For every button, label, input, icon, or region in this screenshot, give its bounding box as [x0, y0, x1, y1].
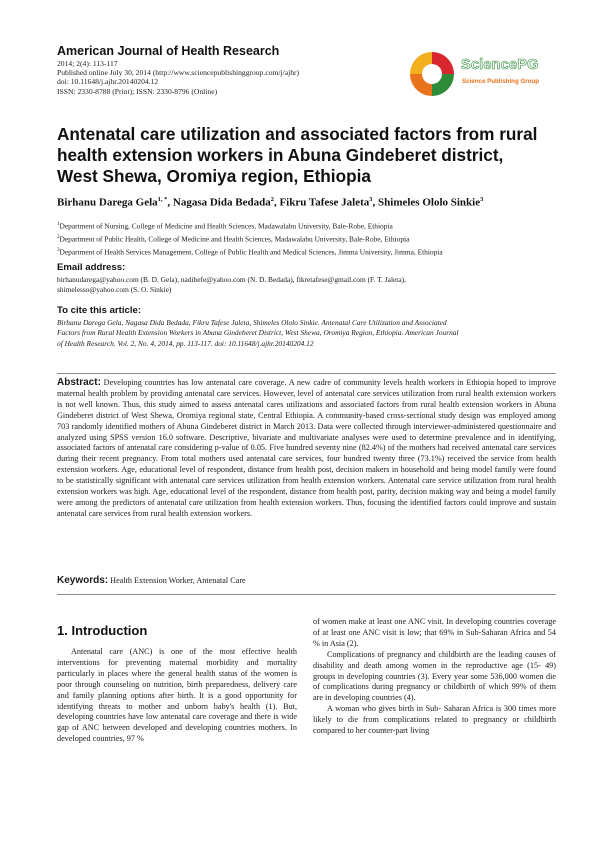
author-affiliation-mark: 3: [480, 196, 484, 203]
body-paragraph: A woman who gives birth in Sub- Saharan Africa is 300 times more likely to die from complications related to pregnancy or childbirth compared to her counter-part living: [313, 704, 556, 736]
email-line[interactable]: shimelesso@yahoo.com (S. O. Sinkie): [57, 285, 172, 294]
journal-name: American Journal of Health Research: [57, 44, 280, 58]
logo-subtitle: Science Publishing Group: [462, 78, 540, 85]
author-name: Fikru Tafese Jaleta: [279, 196, 370, 209]
abstract-text: Developing countries has low antenatal care coverage. A new cadre of community levels health workers in Ethiopia hoped to improve maternal health problem by providing antenatal care services. However, level of antenatal care services utilization from rural health extension workers is not well known. Thus, this study aimed to assess antenatal cares utilizations and associated factors from rural health extension workers in Abuna Gindeberet district of West Shewa, Oromiya regional state, Central Ethiopia. A community-based cross-sectional study design was employed among 703 randomly identified mothers of Abuna Gindeberet district in March 2013. Data were collected through interviewer-administered questionnaire and analyzed using SPSS version 16.0 software. Descriptive, bivariate and multivariate analyses were used to determine prevalence and in identifying, associated factors of antenatal care considering p-value of 0.05. Five hundred seventy nine (82.4%) of the mothers had received antenatal care services during their recent pregnancy. From total mothers used antenatal care services, four hundred twenty three (73.1%) received the service from health extension workers. Age, educational level of respondent, distance from health post, decision makers in household and being model family were found to be statistically significant with antenatal care services utilization from health extension workers. Antenatal care service utilization from rural health extension workers was high. Age, educational level of the respondent, distance from health post, parity, decision making way and being a model family were among the predictors of antenatal care utilization from health extension workers. Thus, focusing the identified factors could improve and sustain antenatal care services from rural health extension workers.: [57, 378, 556, 518]
author-list: [57, 196, 557, 209]
author-separator: ,: [273, 196, 280, 209]
affiliation-text: Department of Public Health, College of Medicine and Health Sciences, Madawalabu University, Bale-Robe, Ethiopia: [59, 234, 410, 244]
body-paragraph: Antenatal care (ANC) is one of the most effective health interventions for preventing maternal morbidity and mortality particularly in places where the general health status of the women is poor through counseling on nutrition, birth preparedness, delivery care and family planning options after birth. It is a good opportunity for identifying threats to mother and unborn baby's health (1). But, developing countries have low antenatal care coverage and there is wide gap of ANC between developed and developing countries mothers. In developed countries, 97 %: [57, 647, 297, 744]
abstract-label: Abstract:: [57, 377, 101, 388]
citation-text: [57, 318, 557, 349]
body-column-right: [313, 617, 556, 737]
affiliations: [57, 219, 557, 258]
author-affiliation-mark: 1, *: [157, 196, 168, 203]
abstract-section: [57, 373, 556, 595]
keywords-text: Health Extension Worker, Antenatal Care: [110, 576, 246, 585]
keywords-label: Keywords:: [57, 575, 109, 586]
author-separator: ,: [372, 196, 379, 209]
email-section: [57, 262, 557, 295]
citation-line: Birhanu Darega Gela, Nagasa Dida Bedada, Fikru Tafese Jaleta, Shimeles Ololo Sinkie. Antenatal Care Utilization and Associated: [57, 318, 447, 327]
affiliation-item: [57, 219, 557, 232]
citation-line: Factors from Rural Health Extension Workers in Abuna Gindeberet District, West Shewa, Oromiya Region, Ethiopia. American Journal: [57, 328, 459, 338]
affiliation-text: Department of Nursing, College of Medicine and Health Sciences, Madawalabu University, Bale-Robe, Ethiopia: [59, 221, 393, 231]
author-separator: ,: [167, 196, 173, 209]
issn: ISSN: 2330-8788 (Print); ISSN: 2330-8796 (Online): [57, 86, 218, 96]
logo-wordmark: SciencePG: [461, 57, 539, 73]
published-online: Published online July 30, 2014 (http://www.sciencepublishinggroup.com/j/ajhr): [57, 68, 300, 78]
sciencepg-logo: [406, 48, 566, 100]
abstract: [57, 378, 556, 520]
email-line[interactable]: birhanudarega@yahoo.com (B. D. Gela), nadibefe@yahoo.com (N. D. Bedada), fikretafese@gmail.com (F. T. Jaleta),: [57, 275, 406, 284]
affiliation-item: [57, 245, 557, 258]
affiliation-mark: 3: [57, 248, 60, 254]
citation-line: of Health Research. Vol. 2, No. 4, 2014, pp. 113-117. doi: 10.11648/j.ajhr.20140204.12: [57, 338, 314, 348]
body-paragraph: of women make at least one ANC visit. In developing countries coverage of at least one ANC visit is low; that 69% in Sub-Saharan Africa and 54 % in Asia (2).: [313, 617, 556, 648]
author-name: Birhanu Darega Gela: [57, 196, 158, 209]
keywords-section: [57, 575, 556, 586]
author-name: Nagasa Dida Bedada: [172, 196, 271, 209]
doi: doi: 10.11648/j.ajhr.20140204.12: [57, 77, 159, 87]
author-affiliation-mark: 2: [270, 196, 274, 203]
article-title: Antenatal care utilization and associated factors from rural health extension workers in Abuna Gindeberet district, West Shewa, Oromiya region, Ethiopia: [57, 124, 538, 186]
affiliation-item: [57, 232, 557, 245]
body-column-left: [57, 647, 297, 745]
citation-heading: To cite this article:: [57, 305, 142, 316]
sciencepg-emblem-icon: [406, 48, 462, 100]
author-affiliation-mark: 3: [369, 196, 373, 203]
email-heading: Email address:: [57, 262, 126, 273]
citation-section: [57, 305, 557, 349]
email-addresses: [57, 275, 557, 295]
author-name: Shimeles Ololo Sinkie: [378, 196, 481, 209]
affiliation-mark: 2: [57, 235, 60, 241]
body-paragraph: Complications of pregnancy and childbirth are the leading causes of disability and death among women in the reproductive age (15- 49) groups in developing countries (3). Every year some 536,000 women die of complications during pregnancy or childbirth of which 99% of them are in developing countries (4).: [313, 649, 556, 703]
volume-pages: 2014; 2(4): 113-117: [57, 59, 118, 68]
affiliation-mark: 1: [57, 222, 60, 227]
introduction-heading: 1. Introduction: [57, 623, 148, 638]
affiliation-text: Department of Health Services Management, College of Public Health and Medical Sciences, Jimma University, Jimma, Ethiopia: [59, 247, 443, 257]
